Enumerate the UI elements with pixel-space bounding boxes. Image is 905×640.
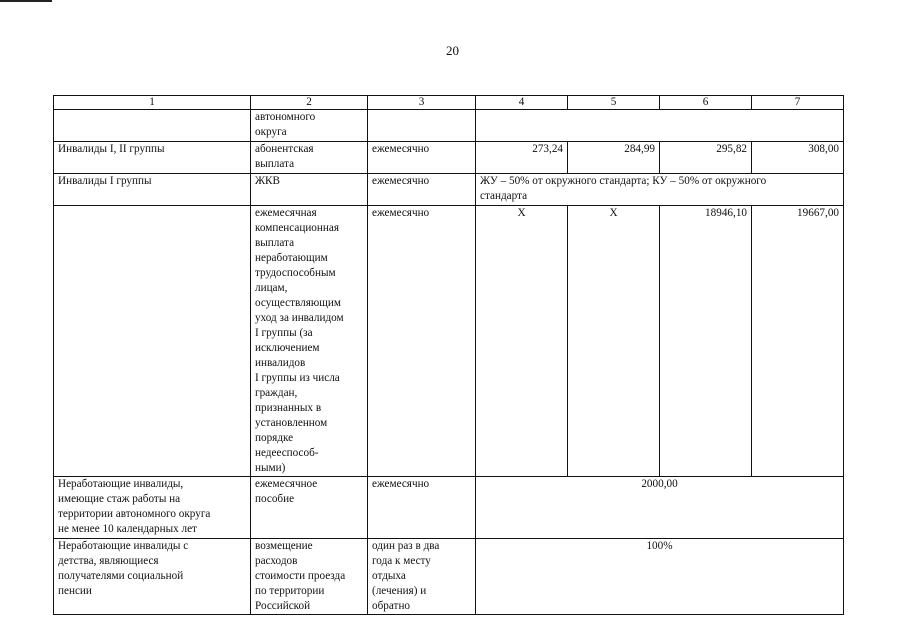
header-cell: 3 — [368, 96, 476, 110]
cell-line: возмещение — [255, 540, 313, 552]
table-header-row — [54, 96, 844, 110]
benefit-type-cell — [251, 110, 368, 142]
header-cell: 5 — [568, 96, 660, 110]
category-cell — [54, 142, 251, 174]
cell-line: ежемесячное — [255, 478, 318, 490]
benefit-type-cell — [251, 206, 368, 477]
value-cell: 308,00 — [752, 142, 844, 174]
cell-line: пенсии — [58, 585, 92, 597]
cell-line: признанных в — [255, 402, 322, 414]
frequency-cell — [368, 110, 476, 142]
cell-line: осуществляющим — [255, 297, 341, 309]
cell-line: выплата — [255, 158, 295, 170]
frequency-cell — [368, 477, 476, 539]
cell-line: по территории — [255, 585, 325, 597]
value-cell: 273,24 — [476, 142, 568, 174]
benefit-type-cell — [251, 174, 368, 206]
table-row — [54, 110, 844, 142]
cell-line: исключением — [255, 342, 320, 354]
cell-line: Неработающие инвалиды с — [58, 540, 189, 552]
cell-line: ЖКВ — [255, 175, 280, 187]
merged-value-cell: 2000,00 — [476, 477, 844, 539]
values-cell — [476, 110, 844, 142]
cell-line: ЖУ – 50% от окружного стандарта; КУ – 50% от окружного — [480, 175, 767, 187]
table-row — [54, 477, 844, 539]
cell-line: получателями социальной — [58, 570, 184, 582]
cell-line: I группы (за — [255, 327, 313, 339]
frequency-cell — [368, 174, 476, 206]
cell-line: недееспособ- — [255, 447, 319, 459]
cell-line: компенсационная — [255, 222, 339, 234]
cell-line: Инвалиды I, II группы — [58, 143, 165, 155]
cell-line: лицам, — [255, 282, 288, 294]
benefits-table — [53, 95, 844, 615]
cell-line: обратно — [372, 600, 411, 612]
cell-line: территории автономного округа — [58, 508, 211, 520]
cell-line: расходов — [255, 555, 298, 567]
table-row — [54, 539, 844, 615]
cell-line: инвалидов — [255, 357, 306, 369]
category-cell — [54, 539, 251, 615]
header-cell: 1 — [54, 96, 251, 110]
merged-values-cell — [476, 174, 844, 206]
benefit-type-cell — [251, 539, 368, 615]
header-cell: 4 — [476, 96, 568, 110]
category-cell — [54, 206, 251, 477]
table-row — [54, 174, 844, 206]
header-cell: 7 — [752, 96, 844, 110]
value-cell: 18946,10 — [660, 206, 752, 477]
value-cell: 295,82 — [660, 142, 752, 174]
cell-line: Инвалиды I группы — [58, 175, 152, 187]
merged-value-cell: 100% — [476, 539, 844, 615]
category-cell — [54, 174, 251, 206]
cell-line: ными) — [255, 462, 286, 474]
table-row — [54, 142, 844, 174]
cell-line: абонентская — [255, 143, 314, 155]
value-cell: Х — [568, 206, 660, 477]
cell-line: (лечения) и — [372, 585, 427, 597]
frequency-cell — [368, 206, 476, 477]
frequency-cell — [368, 539, 476, 615]
cell-line: неработающим — [255, 252, 328, 264]
page-number: 20 — [446, 43, 459, 58]
cell-line: стоимости проезда — [255, 570, 346, 582]
frequency-cell — [368, 142, 476, 174]
value-cell: 19667,00 — [752, 206, 844, 477]
value-cell: 284,99 — [568, 142, 660, 174]
header-cell: 2 — [251, 96, 368, 110]
cell-line: пособие — [255, 493, 295, 505]
benefit-type-cell — [251, 477, 368, 539]
category-cell — [54, 110, 251, 142]
cell-line: уход за инвалидом — [255, 312, 344, 324]
cell-line: года к месту — [372, 555, 431, 567]
cell-line: ежемесячная — [255, 207, 317, 219]
cell-line: автономного — [255, 111, 316, 123]
cell-line: стандарта — [480, 190, 528, 202]
cell-line: Российской — [255, 600, 311, 612]
category-cell — [54, 477, 251, 539]
header-cell: 6 — [660, 96, 752, 110]
table-row — [54, 206, 844, 477]
benefit-type-cell — [251, 142, 368, 174]
cell-line: детства, являющиеся — [58, 555, 159, 567]
cell-line: отдыха — [372, 570, 406, 582]
cell-line: установленном — [255, 417, 328, 429]
cell-line: ежемесячно — [372, 478, 430, 490]
cell-line: округа — [255, 126, 287, 138]
cell-line: выплата — [255, 237, 295, 249]
cell-line: не менее 10 календарных лет — [58, 523, 197, 535]
cell-line: один раз в два — [372, 540, 440, 552]
cell-line: ежемесячно — [372, 143, 430, 155]
cell-line: граждан, — [255, 387, 298, 399]
value-cell: Х — [476, 206, 568, 477]
cell-line: имеющие стаж работы на — [58, 493, 181, 505]
scan-edge-mark — [0, 0, 52, 2]
cell-line: Неработающие инвалиды, — [58, 478, 184, 490]
cell-line: порядке — [255, 432, 294, 444]
cell-line: ежемесячно — [372, 207, 430, 219]
cell-line: ежемесячно — [372, 175, 430, 187]
cell-line: I группы из числа — [255, 372, 340, 384]
cell-line: трудоспособным — [255, 267, 336, 279]
